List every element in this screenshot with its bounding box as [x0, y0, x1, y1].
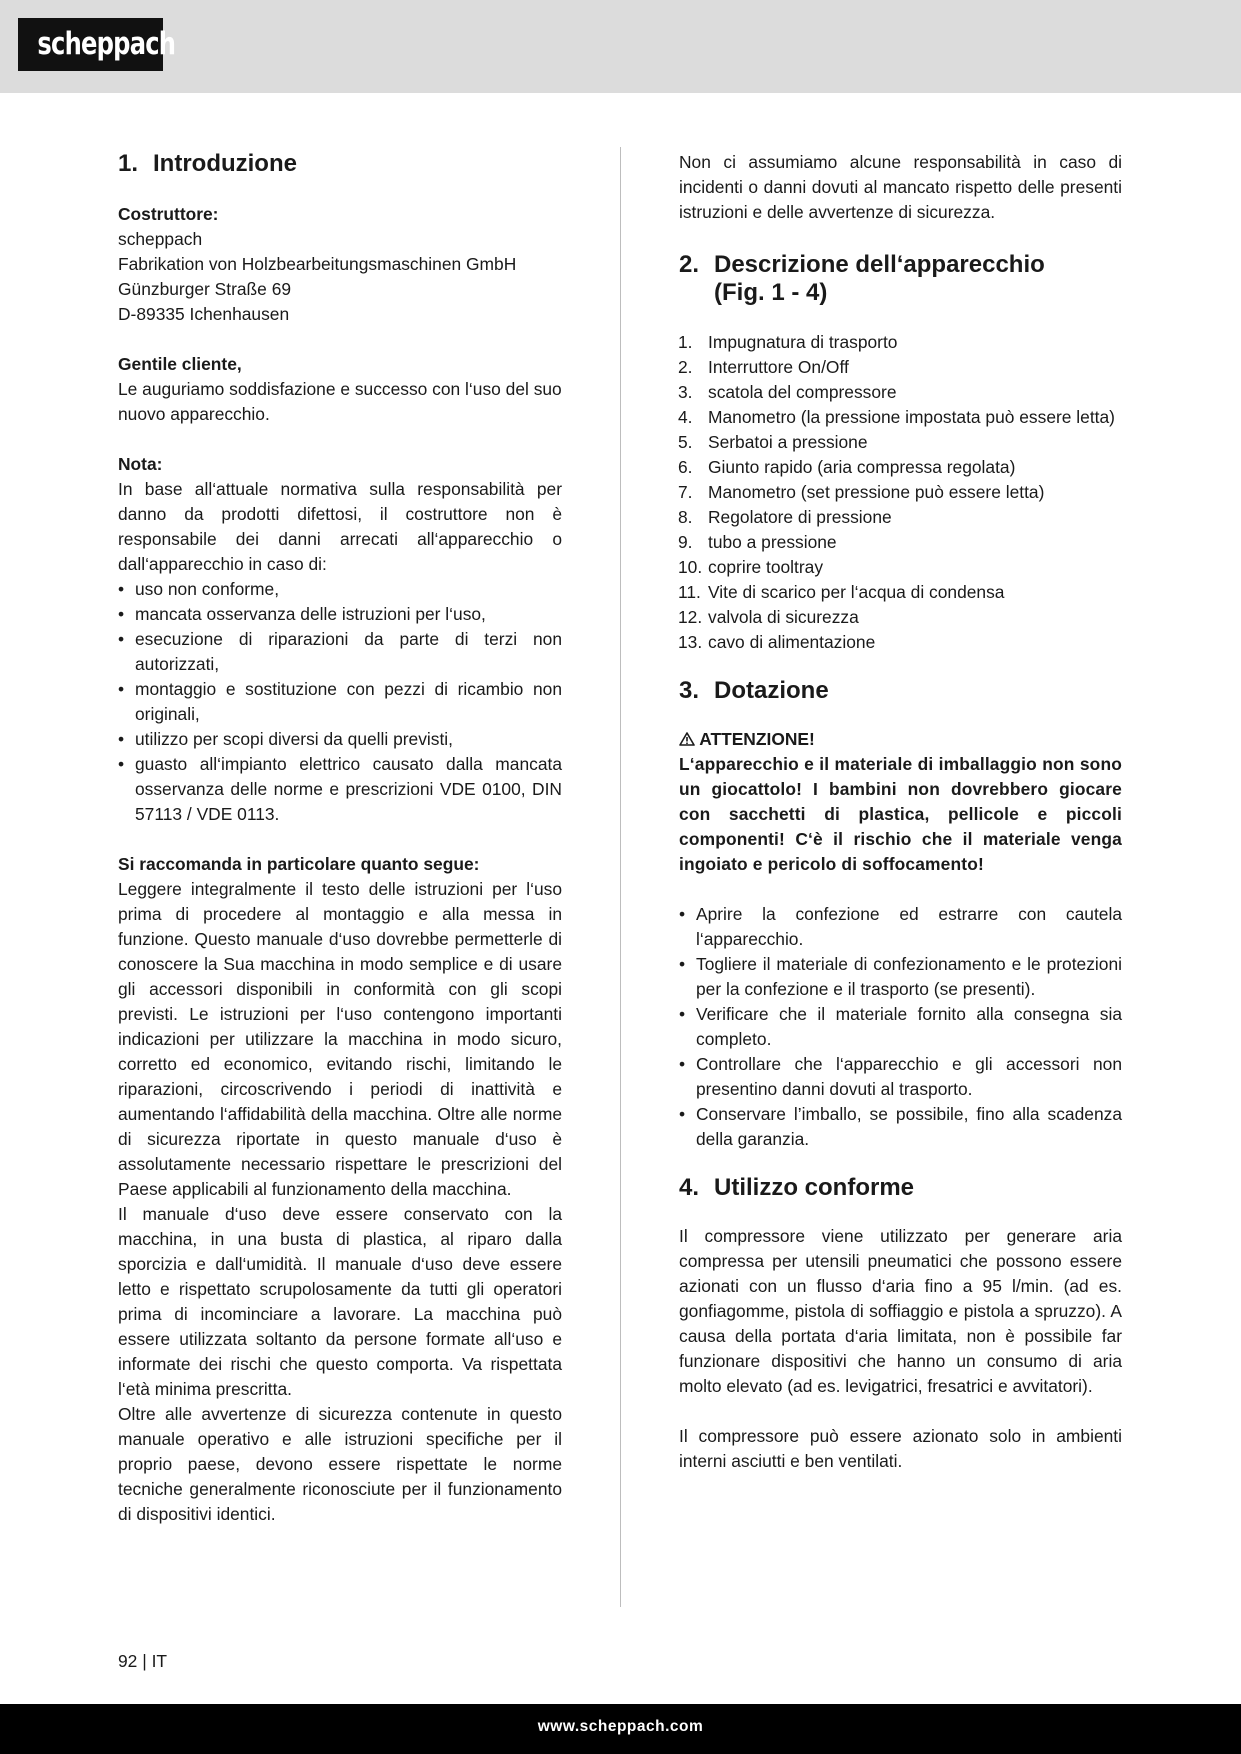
list-item: • montaggio e sostituzione con pezzi di ricambio non originali,: [118, 677, 562, 727]
list-item: • Aprire la confezione ed estrarre con cautela l‘apparecchio.: [679, 902, 1122, 952]
manufacturer-label: Costruttore:: [118, 204, 219, 224]
attention-text: L‘apparecchio e il materiale di imballaggio non sono un giocattolo! I bambini non dovrebbero giocare con sacchetti di plastica, pellicole e piccoli componenti! C‘è il rischio che il materiale venga ingoiato e pericolo di soffocamento!: [679, 754, 1122, 874]
section-1-heading: 1. Introduzione: [118, 150, 297, 177]
list-item: • mancata osservanza delle istruzioni per l‘uso,: [118, 602, 562, 627]
header-band: [0, 0, 1241, 93]
list-item: 11. Vite di scarico per l‘acqua di condensa: [678, 582, 1005, 602]
list-item: • Controllare che l‘apparecchio e gli accessori non presentino danni dovuti al trasporto.: [679, 1052, 1122, 1102]
note-bullet-list: [118, 577, 562, 827]
column-divider: [620, 147, 621, 1607]
list-item: • esecuzione di riparazioni da parte di terzi non autorizzati,: [118, 627, 562, 677]
note-label: Nota:: [118, 454, 163, 474]
list-item: 8. Regolatore di pressione: [678, 507, 892, 527]
section-2-heading: 2. Descrizione dell‘apparecchio (Fig. 1 - 4): [679, 251, 1045, 306]
list-item: 10. coprire tooltray: [678, 557, 824, 577]
attention-label: ATTENZIONE!: [679, 727, 1122, 752]
liability-text: Non ci assumiamo alcune responsabilità in caso di incidenti o danni dovuti al mancato rispetto delle presenti istruzioni e delle avvertenze di sicurezza.: [679, 152, 1122, 222]
manufacturer-line: D-89335 Ichenhausen: [118, 304, 290, 324]
note-text: In base all‘attuale normativa sulla responsabilità per danno da prodotti difettosi, il costruttore non è responsabile dei danni arrecati all‘apparecchio o dall‘apparecchio in caso di:: [118, 479, 562, 574]
list-item: • uso non conforme,: [118, 577, 562, 602]
left-column: [118, 150, 562, 1527]
recommend-paragraph: Oltre alle avvertenze di sicurezza contenute in questo manuale operativo e alle istruzioni specifiche per il proprio paese, devono essere rispettate le norme tecniche generalmente riconosciute per il funzionamento di dispositivi identici.: [118, 1404, 562, 1524]
page-number: 92 | IT: [118, 1651, 168, 1671]
list-item: 1. Impugnatura di trasporto: [678, 332, 898, 352]
manufacturer-line: scheppach: [118, 229, 203, 249]
recommend-label: Si raccomanda in particolare quanto segue:: [118, 854, 480, 874]
manufacturer-line: Günzburger Straße 69: [118, 279, 292, 299]
list-item: 13. cavo di alimentazione: [678, 632, 876, 652]
list-item: • Conservare l’imballo, se possibile, fino alla scadenza della garanzia.: [679, 1102, 1122, 1152]
scope-bullet-list: [679, 902, 1122, 1152]
recommend-paragraph: Il manuale d‘uso deve essere conservato con la macchina, in una busta di plastica, al riparo dalla sporcizia e dall‘umidità. Il manuale d‘uso deve essere letto e rispettato scrupolosamente da tutti gli operatori prima di incominciare a lavorare. La macchina può essere utilizzata soltanto da persone formate all‘uso e informate dei rischi che questo comporta. Va rispettata l‘età minima prescritta.: [118, 1204, 562, 1399]
list-item: • Togliere il materiale di confezionamento e le protezioni per la confezione e il trasporto (se presenti).: [679, 952, 1122, 1002]
warning-triangle-icon: [679, 727, 695, 752]
brand-logo: scheppach: [18, 18, 163, 71]
section-3-heading: 3. Dotazione: [679, 677, 829, 704]
right-column: [679, 150, 1122, 1474]
list-item: 2. Interruttore On/Off: [678, 357, 849, 377]
list-item: • Verificare che il materiale fornito alla consegna sia completo.: [679, 1002, 1122, 1052]
list-item: 4. Manometro (la pressione impostata può essere letta): [678, 407, 1115, 427]
list-item: • utilizzo per scopi diversi da quelli previsti,: [118, 727, 562, 752]
manufacturer-line: Fabrikation von Holzbearbeitungsmaschinen GmbH: [118, 254, 517, 274]
list-item: 7. Manometro (set pressione può essere letta): [678, 482, 1045, 502]
intended-use-paragraph: Il compressore può essere azionato solo in ambienti interni asciutti e ben ventilati.: [679, 1426, 1122, 1471]
intended-use-paragraph: Il compressore viene utilizzato per generare aria compressa per utensili pneumatici che possono essere azionati con un flusso d‘aria fino a 95 l/min. (ad es. gonfiagomme, pistola di soffiaggio e pistola a spruzzo). A causa della portata d‘aria limitata, non è possibile far funzionare dispositivi che hanno un consumo di aria molto elevato (ad es. levigatrici, fresatrici e avvitatori).: [679, 1226, 1122, 1396]
dear-customer-label: Gentile cliente,: [118, 354, 242, 374]
section-4-heading: 4. Utilizzo conforme: [679, 1174, 915, 1201]
list-item: 3. scatola del compressore: [678, 382, 897, 402]
list-item: 5. Serbatoi a pressione: [678, 432, 868, 452]
dear-customer-text: Le auguriamo soddisfazione e successo con l‘uso del suo nuovo apparecchio.: [118, 379, 562, 424]
recommend-paragraph: Leggere integralmente il testo delle istruzioni per l‘uso prima di procedere al montaggio e alla messa in funzione. Questo manuale d‘uso dovrebbe permetterle di conoscere la Sua macchina in modo semplice e di usare gli accessori disponibili in conformità con gli scopi previsti. Le istruzioni per l‘uso contengono importanti indicazioni per utilizzare la macchina in modo sicuro, corretto ed economico, evitando rischi, limitando le riparazioni, circoscrivendo i periodi di inattività e aumentando l‘affidabilità della macchina. Oltre alle norme di sicurezza riportate in questo manuale d‘uso è assolutamente necessario rispettare le prescrizioni del Paese applicabili al funzionamento della macchina.: [118, 879, 562, 1199]
list-item: 9. tubo a pressione: [678, 532, 837, 552]
footer-website-link[interactable]: www.scheppach.com: [537, 1718, 704, 1735]
list-item: • guasto all‘impianto elettrico causato dalla mancata osservanza delle norme e prescrizioni VDE 0100, DIN 57113 / VDE 0113.: [118, 752, 562, 827]
parts-list: [678, 330, 1122, 655]
list-item: 6. Giunto rapido (aria compressa regolata): [678, 457, 1016, 477]
list-item: 12. valvola di sicurezza: [678, 607, 859, 627]
